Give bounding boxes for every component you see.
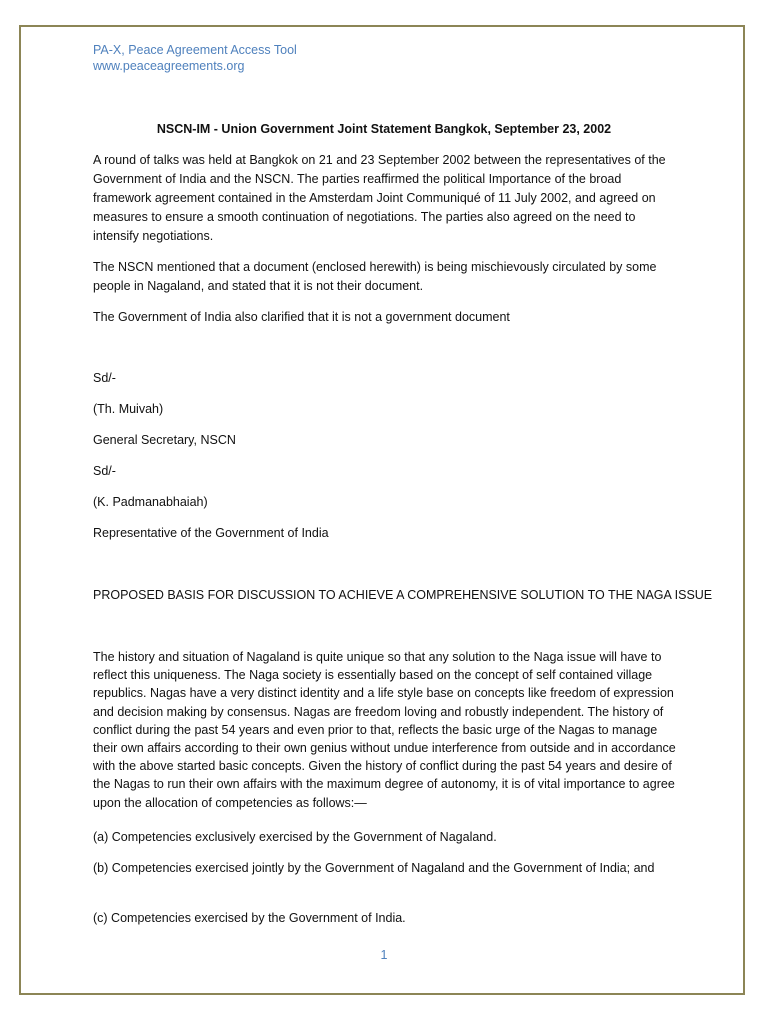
- header-url: www.peaceagreements.org: [93, 59, 245, 73]
- competency-item-a: (a) Competencies exclusively exercised by the Government of Nagaland.: [93, 830, 497, 844]
- signatory-role-1: General Secretary, NSCN: [93, 433, 236, 447]
- competency-item-c: (c) Competencies exercised by the Government of India.: [93, 911, 406, 925]
- paragraph-nscn-statement: The NSCN mentioned that a document (enclosed herewith) is being mischievously circulated by some people in Nagaland, and stated that it is not their document.: [93, 260, 657, 293]
- document-title: NSCN-IM - Union Government Joint Statement Bangkok, September 23, 2002: [156, 122, 612, 136]
- paragraph-goi-clarification: The Government of India also clarified that it is not a government document: [93, 310, 510, 324]
- signature-mark-1: Sd/-: [93, 371, 116, 385]
- proposal-heading: PROPOSED BASIS FOR DISCUSSION TO ACHIEVE A COMPREHENSIVE SOLUTION TO THE NAGA ISSUE: [93, 588, 713, 602]
- signature-mark-2: Sd/-: [93, 464, 116, 478]
- signatory-name-1: (Th. Muivah): [93, 402, 164, 416]
- signatory-name-2: (K. Padmanabhaiah): [93, 495, 208, 509]
- page-number: 1: [380, 948, 388, 962]
- signatory-role-2: Representative of the Government of India: [93, 526, 329, 540]
- document-header: [93, 42, 297, 74]
- header-tool-name: PA-X, Peace Agreement Access Tool: [93, 43, 297, 57]
- proposal-body: The history and situation of Nagaland is quite unique so that any solution to the Naga issue will have to reflect this uniqueness. The Naga society is essentially based on the concept of self contained village republics. Nagas have a very distinct identity and a life style base on concepts like freedom of expression and decision making by consensus. Nagas are freedom loving and robustly independent. The history of conflict during the past 54 years and even prior to that, reflects the basic urge of the Nagas to manage their own affairs according to their own genius without undue interference from outside and in accordance with the above started basic concepts. Given the history of conflict during the past 54 years and desire of the Nagas to run their own affairs with the maximum degree of autonomy, it is of vital importance to agree upon the allocation of competencies as follows:—: [93, 650, 676, 810]
- competency-item-b: (b) Competencies exercised jointly by the Government of Nagaland and the Government of India; and: [93, 861, 655, 875]
- paragraph-talks: A round of talks was held at Bangkok on 21 and 23 September 2002 between the representatives of the Government of India and the NSCN. The parties reaffirmed the political Importance of the broad framework agreement contained in the Amsterdam Joint Communiqué of 11 July 2002, and agreed on measures to ensure a smooth continuation of negotiations. The parties also agreed on the need to intensify negotiations.: [93, 153, 666, 243]
